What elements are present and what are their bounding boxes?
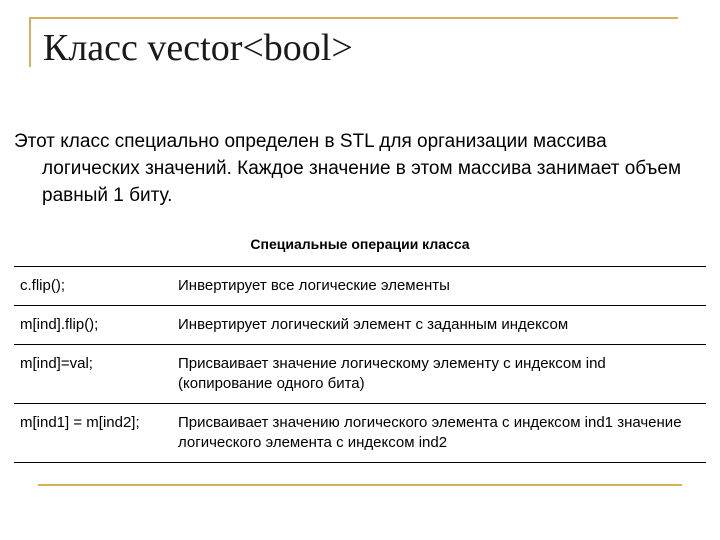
decorative-top-line — [29, 17, 678, 19]
operation-cell: c.flip(); — [14, 267, 170, 306]
description-cell: Присваивает значению логического элемента с индексом ind1 значение логического элемента с индексом ind2 — [170, 404, 706, 463]
intro-paragraph: Этот класс специально определен в STL для организации массива логических значений. Каждое значение в этом массива занимает объем равный 1 биту. — [14, 131, 682, 206]
decorative-bottom-line — [38, 484, 682, 486]
slide-title: Класс vector<bool> — [43, 27, 353, 69]
table-row — [14, 306, 706, 345]
description-cell: Присваивает значение логическому элементу с индексом ind (копирование одного бита) — [170, 345, 706, 404]
table-row — [14, 345, 706, 404]
table-row — [14, 404, 706, 463]
decorative-left-line — [29, 17, 31, 67]
description-cell: Инвертирует логический элемент с заданным индексом — [170, 306, 706, 345]
operation-cell: m[ind1] = m[ind2]; — [14, 404, 170, 463]
operations-table — [14, 266, 706, 463]
description-cell: Инвертирует все логические элементы — [170, 267, 706, 306]
operation-cell: m[ind].flip(); — [14, 306, 170, 345]
operation-cell: m[ind]=val; — [14, 345, 170, 404]
table-row — [14, 267, 706, 306]
table-caption: Специальные операции класса — [250, 236, 470, 252]
